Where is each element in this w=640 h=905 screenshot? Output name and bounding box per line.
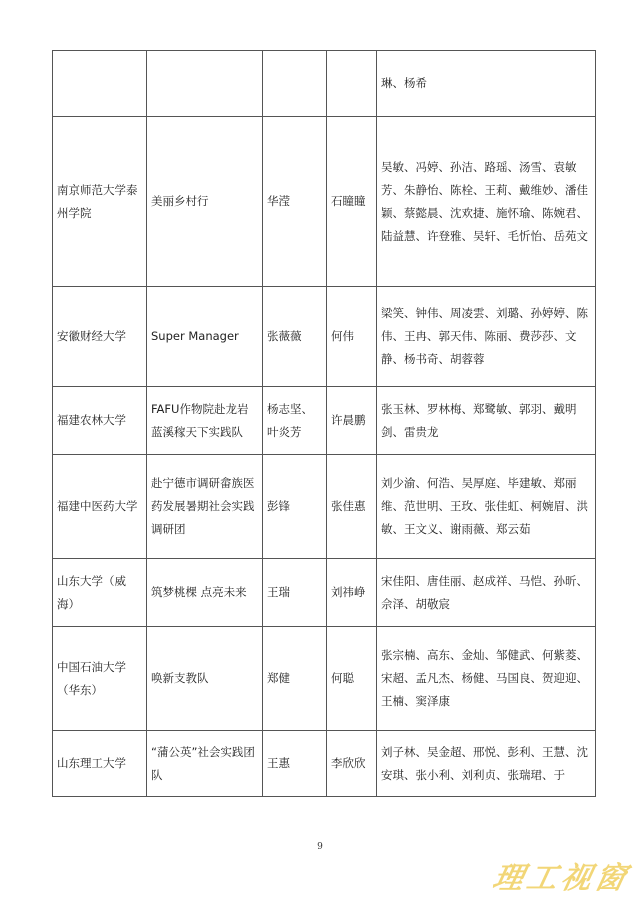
team-name-cell: 赴宁德市调研畲族医药发展暑期社会实践调研团 [147, 455, 263, 559]
leader-cell: 杨志坚、叶炎芳 [263, 387, 327, 455]
members-cell: 琳、杨希 [377, 51, 596, 117]
leader-cell [263, 51, 327, 117]
team-name-cell: FAFU作物院赴龙岩蓝溪稼天下实践队 [147, 387, 263, 455]
leader-cell: 彭锋 [263, 455, 327, 559]
school-cell: 南京师范大学泰州学院 [53, 117, 147, 287]
leader-cell: 华滢 [263, 117, 327, 287]
members-cell: 刘少渝、何浩、吴厚庭、毕建敏、郑丽维、范世明、王玫、张佳虹、柯婉眉、洪敏、王文义、谢雨薇、郑云茹 [377, 455, 596, 559]
members-cell: 梁笑、钟伟、周凌雲、刘璐、孙婷婷、陈伟、王冉、郭天伟、陈丽、费莎莎、文静、杨书奇、胡蓉蓉 [377, 287, 596, 387]
school-cell: 中国石油大学（华东） [53, 627, 147, 731]
page-number: 9 [317, 842, 323, 852]
advisor-cell [327, 51, 377, 117]
advisor-cell: 李欣欣 [327, 731, 377, 797]
advisor-cell: 刘祎峥 [327, 559, 377, 627]
members-cell: 刘子林、吴金超、邢悦、彭利、王慧、沈安琪、张小利、刘利贞、张瑞珺、于 [377, 731, 596, 797]
advisor-cell: 何聪 [327, 627, 377, 731]
team-name-cell: 美丽乡村行 [147, 117, 263, 287]
advisor-cell: 张佳惠 [327, 455, 377, 559]
school-cell: 安徽财经大学 [53, 287, 147, 387]
leader-cell: 张薇薇 [263, 287, 327, 387]
advisor-cell: 石瞳瞳 [327, 117, 377, 287]
members-cell: 宋佳阳、唐佳丽、赵成祥、马恺、孙昕、佘泽、胡敬宸 [377, 559, 596, 627]
table-row [53, 117, 596, 287]
school-cell: 福建农林大学 [53, 387, 147, 455]
leader-cell: 王惠 [263, 731, 327, 797]
members-cell: 张宗楠、高东、金灿、邹健武、何紫菱、宋超、孟凡杰、杨健、马国良、贺迎迎、王楠、窦泽康 [377, 627, 596, 731]
table-body [53, 51, 596, 797]
team-name-cell [147, 51, 263, 117]
table-row [53, 627, 596, 731]
leader-cell: 郑健 [263, 627, 327, 731]
watermark-logo: 理工视窗 [489, 861, 633, 896]
members-table [52, 50, 596, 797]
table-row [53, 51, 596, 117]
team-name-cell: 筑梦桃棵 点亮未来 [147, 559, 263, 627]
table-row [53, 731, 596, 797]
leader-cell: 王瑞 [263, 559, 327, 627]
school-cell [53, 51, 147, 117]
members-cell: 张玉林、罗林梅、郑鹭敏、郭羽、戴明剑、雷贵龙 [377, 387, 596, 455]
table-row [53, 387, 596, 455]
advisor-cell: 何伟 [327, 287, 377, 387]
team-name-cell: Super Manager [147, 287, 263, 387]
school-cell: 福建中医药大学 [53, 455, 147, 559]
table-row [53, 559, 596, 627]
school-cell: 山东大学（威海） [53, 559, 147, 627]
team-name-cell: 唤新支教队 [147, 627, 263, 731]
school-cell: 山东理工大学 [53, 731, 147, 797]
table-row [53, 455, 596, 559]
advisor-cell: 许晨鹏 [327, 387, 377, 455]
table-row [53, 287, 596, 387]
members-cell: 吴敏、冯婷、孙洁、路瑶、汤雪、袁敏芳、朱静怡、陈栓、王莉、戴维妙、潘佳颖、蔡懿晨、沈欢捷、施怀瑜、陈婉君、陆益慧、许登雅、吴轩、毛忻怡、岳苑文 [377, 117, 596, 287]
team-name-cell: “蒲公英”社会实践团队 [147, 731, 263, 797]
